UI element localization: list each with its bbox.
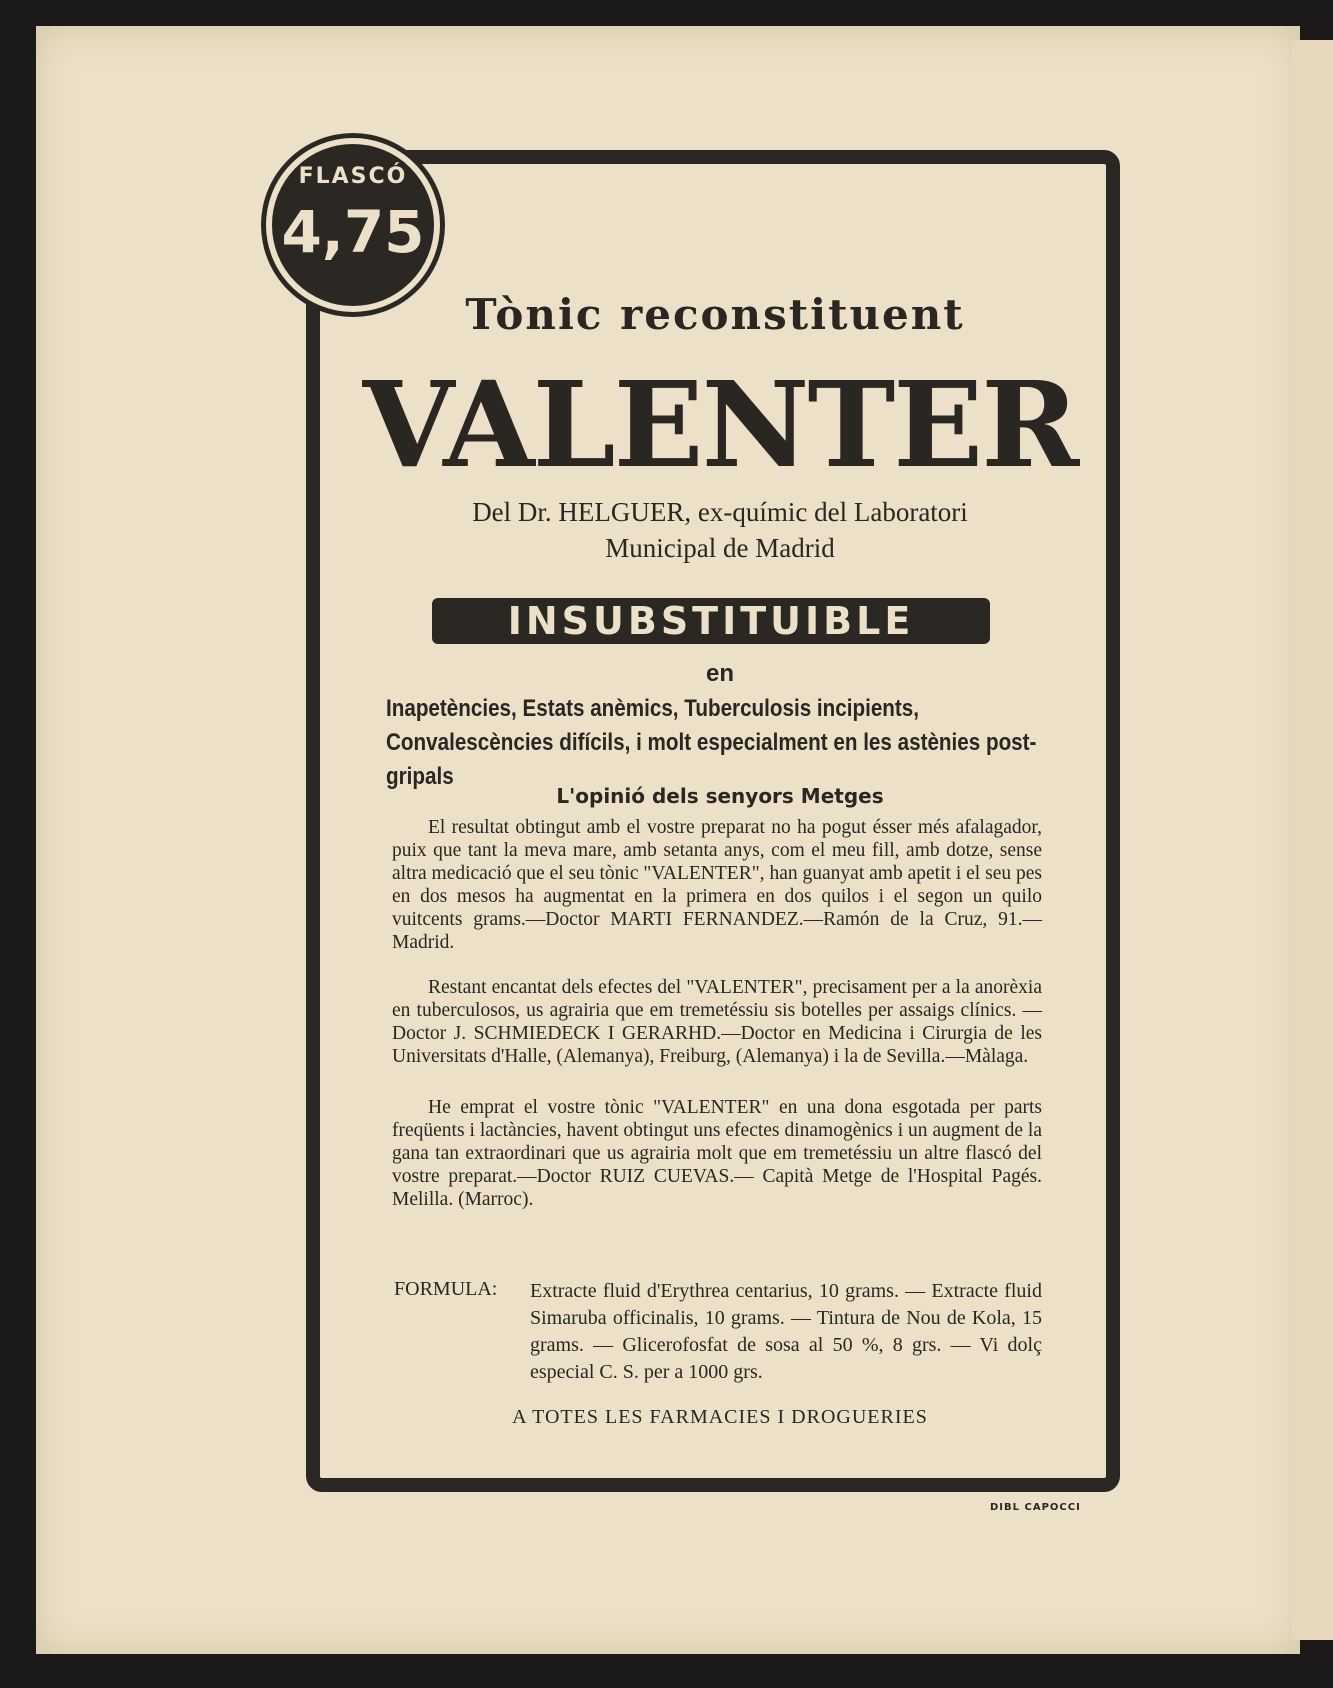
opinion-heading: L'opinió dels senyors Metges [556, 784, 884, 808]
testimonial: Restant encantat dels efectes del "VALENTER", precisament per a la anorèxia en tuberculosos, us agrairia que em tremetéssiu sis botelles per assaigs clínics. — Doctor J. SCHMIEDECK I GERARHD.—Doctor en Medicina i Cirurgia de les Universitats d'Halle, (Alemanya), Freiburg, (Alemanya) i la de Sevilla.—Màlaga. [392, 977, 1042, 1067]
maker-line: Del Dr. HELGUER, ex-químic del Laboratori [472, 497, 968, 527]
formula-text: Extracte fluid d'Erythrea centarius, 10 grams. — Extracte fluid Simaruba officinalis, 10 grams. — Tintura de Nou de Kola, 15 grams. — Glicerofosfat de sosa al 50 %, 8 grs. — Vi dolç especial C. S. per a 1000 grs. [530, 1280, 1042, 1383]
availability-footer: A TOTES LES FARMACIES I DROGUERIES [512, 1406, 928, 1428]
brand-name: VALENTER [362, 355, 1078, 494]
testimonial: He emprat el vostre tònic "VALENTER" en una dona esgotada per parts freqüents i lactàncies, havent obtingut uns efectes dinamogènics i un augment de la gana tan extraordinari que us agrairia molt que em tremetéssiu un altre flascó del vostre preparat.—Doctor RUIZ CUEVAS.— Capità Metge de l'Hospital Pagés. Melilla. (Marroc). [392, 1097, 1042, 1210]
formula-label: FORMULA: [394, 1278, 498, 1300]
badge-price: 4,75 [281, 198, 425, 266]
artist-signature: DIBL CAPOCCI [990, 1502, 1081, 1513]
badge-label: FLASCÓ [298, 164, 408, 189]
testimonial: El resultat obtingut amb el vostre preparat no ha pogut ésser més afalagador, puix que tant la meva mare, amb setanta anys, com el meu fill, amb dotze, sense altra medicació que el seu tònic "VALENTER", han guanyat amb apetit i el seu pes en dos mesos ha augmentat en la primera en dos quilos i el segon un quilo vuitcents grams.—Doctor MARTI FERNANDEZ.—Ramón de la Cruz, 91.—Madrid. [392, 817, 1042, 953]
product-kicker: Tònic reconstituent [465, 290, 965, 339]
maker-line: Municipal de Madrid [605, 533, 835, 563]
maker-credit [340, 494, 1100, 566]
price-badge [266, 138, 440, 312]
insubstituible-banner: INSUBSTITUIBLE [432, 598, 990, 644]
preposition: en [705, 660, 734, 687]
indications-text: Inapetències, Estats anèmics, Tuberculosis incipients, Convalescències difícils, i molt especialment en les astènies post-gripals [386, 695, 1037, 790]
page-edge [1292, 40, 1333, 1640]
